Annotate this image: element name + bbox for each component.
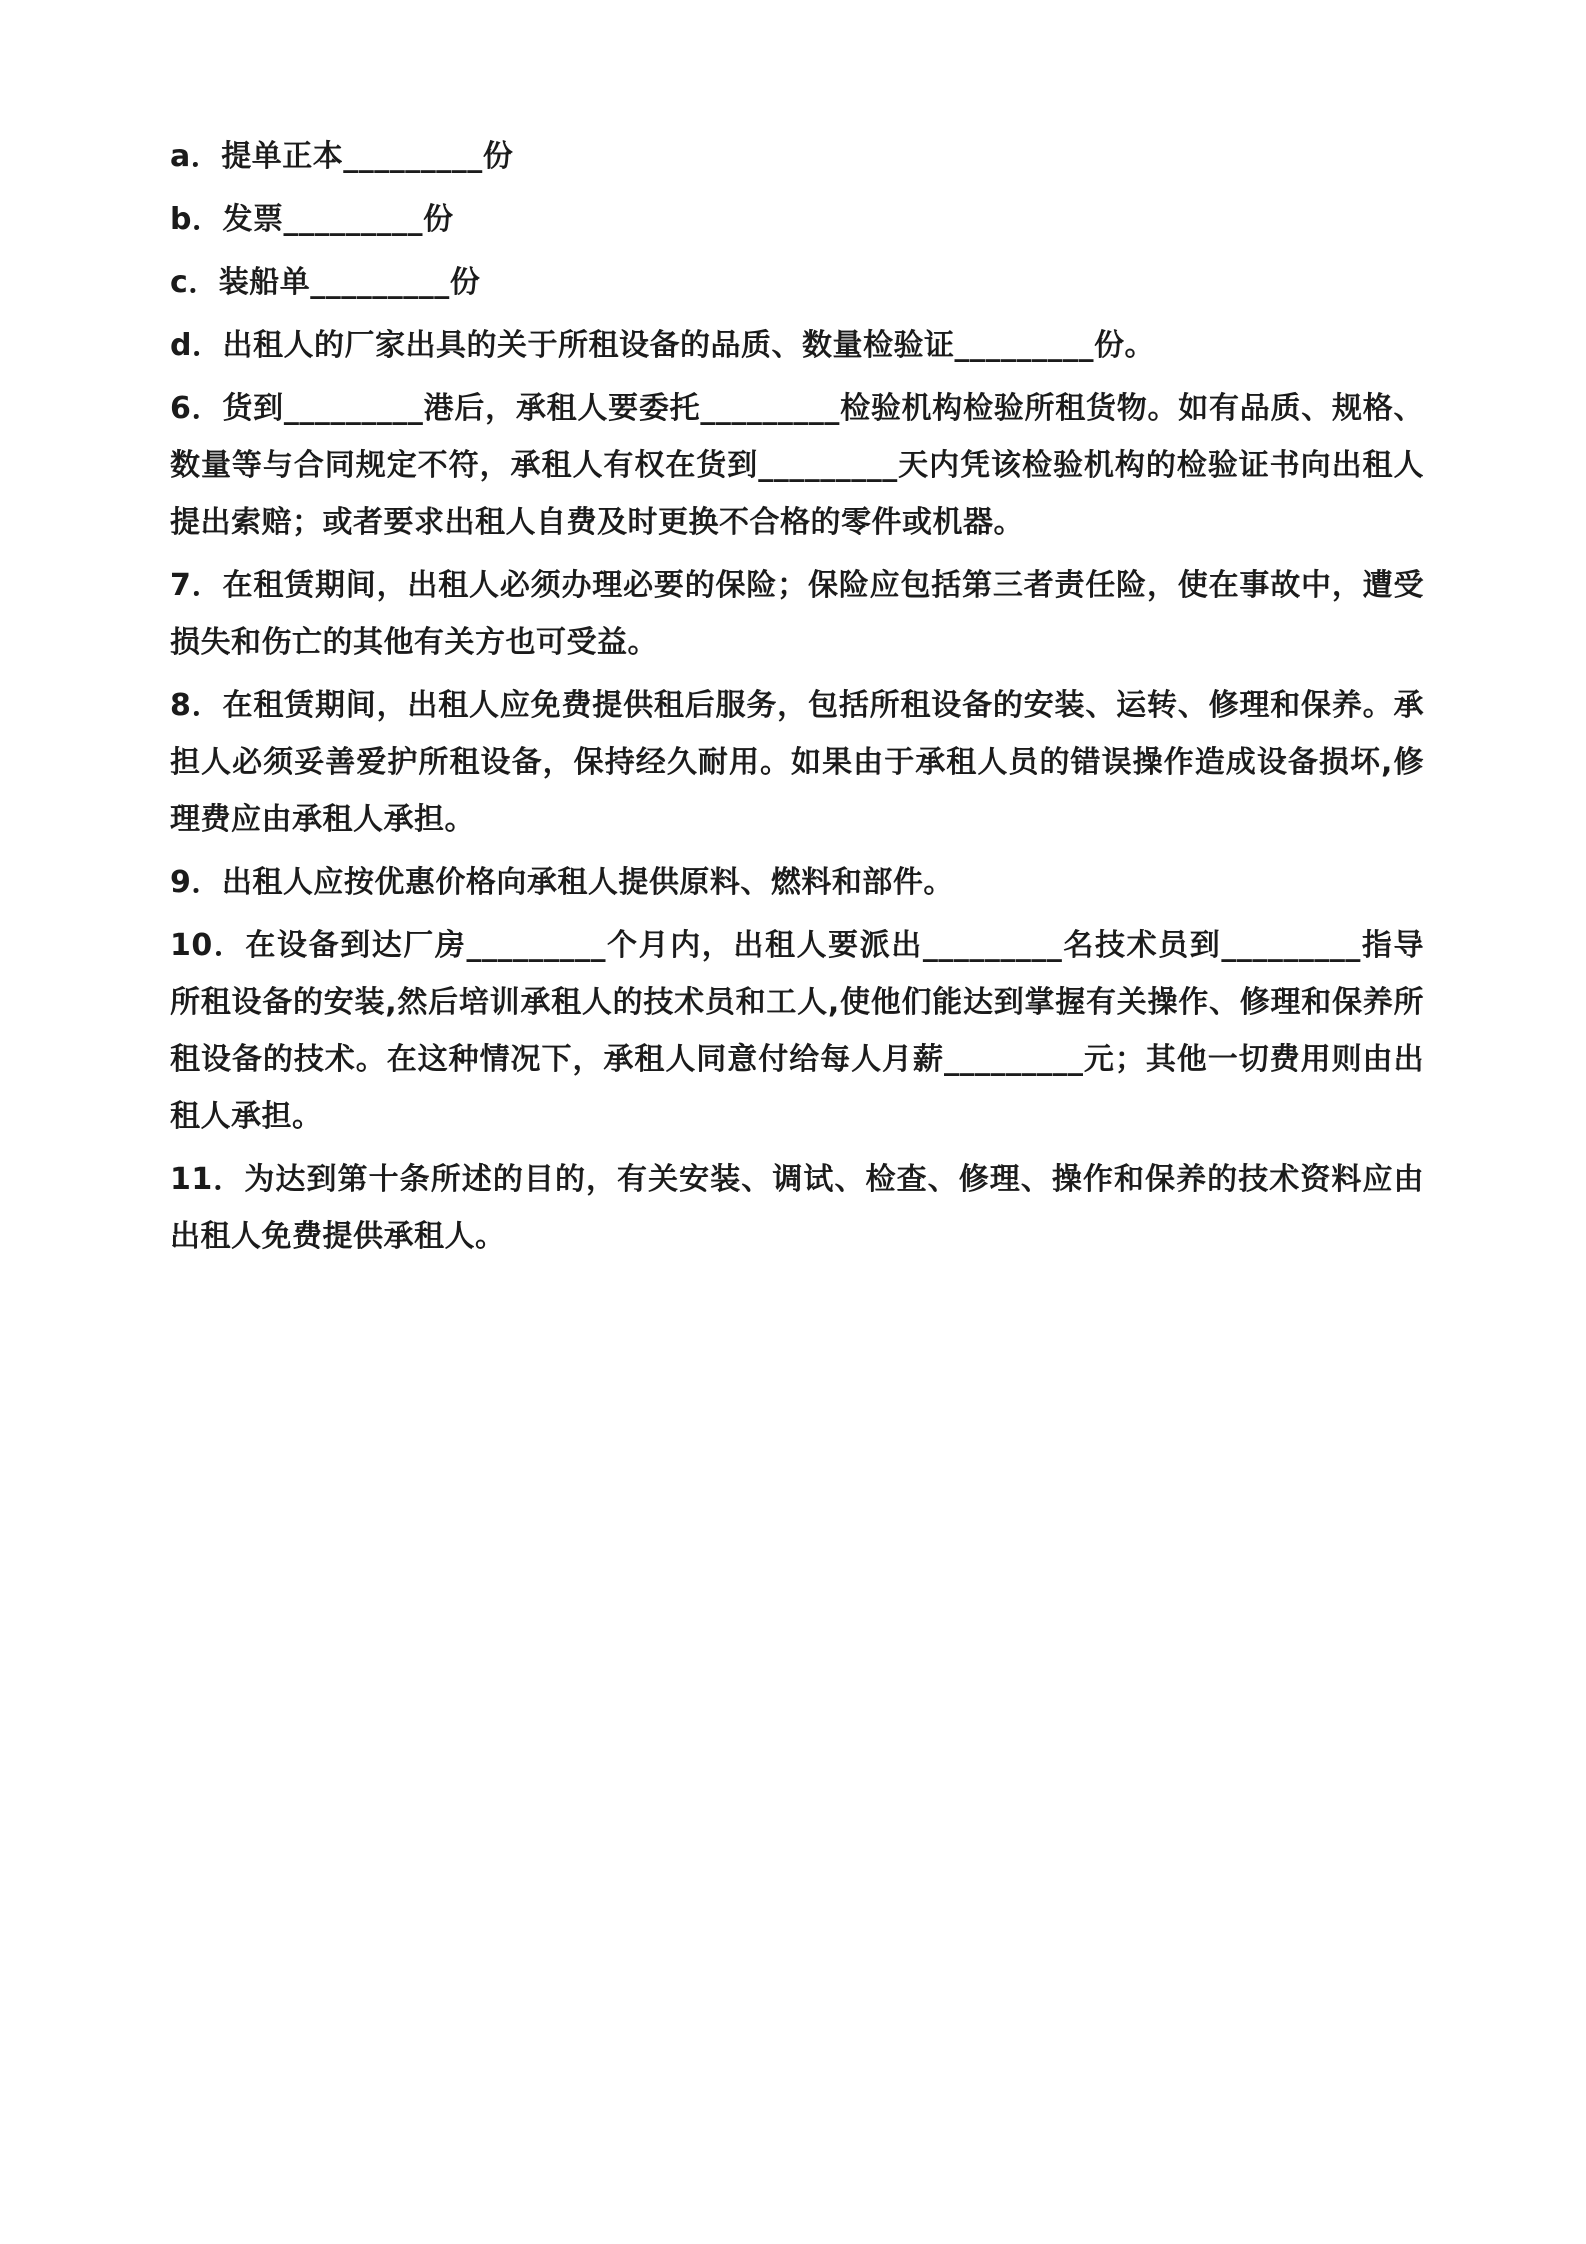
- list-item-b-invoice: b．发票_________份: [170, 202, 454, 237]
- clause-11-technical-materials: 11．为达到第十条所述的目的，有关安装、调试、检查、修理、操作和保养的技术资料应由出租人免费提供承租人。: [170, 1162, 1424, 1254]
- clause-10-technicians-training: 10．在设备到达厂房_________个月内，出租人要派出_________名技术员到_________指导所租设备的安装,然后培训承租人的技术员和工人,使他们能达到掌握有关操作、修理和保养所租设备的技术。在这种情况下，承租人同意付给每人月薪_________元；其他一切费用则由出租人承担。: [170, 928, 1424, 1134]
- clause-7-insurance: 7．在租赁期间，出租人必须办理必要的保险；保险应包括第三者责任险，使在事故中，遭受损失和伤亡的其他有关方也可受益。: [170, 568, 1424, 660]
- list-item-a-bill-of-lading: a．提单正本_________份: [170, 139, 514, 174]
- list-item-c-shipping-list: c．装船单_________份: [170, 265, 481, 300]
- clause-6-inspection-claims: 6．货到_________港后，承租人要委托_________检验机构检验所租货物。如有品质、规格、数量等与合同规定不符，承租人有权在货到_________天内凭该检验机构的检验证书向出租人提出索赔；或者要求出租人自费及时更换不合格的零件或机器。: [170, 391, 1424, 540]
- clause-9-preferential-price: 9．出租人应按优惠价格向承租人提供原料、燃料和部件。: [170, 865, 954, 900]
- list-item-d-inspection-certificate: d．出租人的厂家出具的关于所租设备的品质、数量检验证_________份。: [170, 328, 1155, 363]
- clause-8-after-lease-service: 8．在租赁期间，出租人应免费提供租后服务，包括所租设备的安装、运转、修理和保养。承担人必须妥善爱护所租设备，保持经久耐用。如果由于承租人员的错误操作造成设备损坏,修理费应由承租人承担。: [170, 688, 1424, 837]
